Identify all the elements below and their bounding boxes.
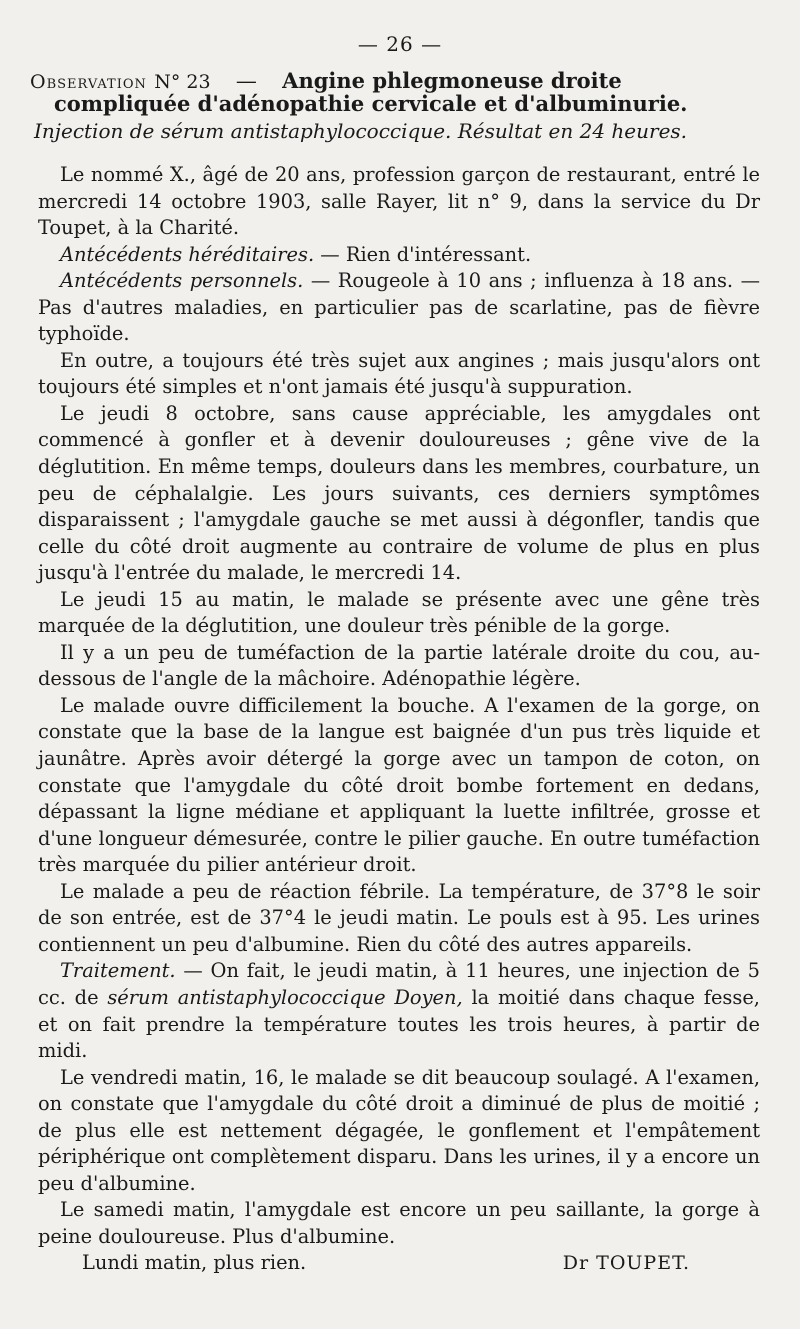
paragraph: En outre, a toujours été très sujet aux angines ; mais jusqu'alors ont toujours été simples et n'ont jamais été jusqu'à suppuration. [38,348,760,399]
page-number: — 26 — [357,32,443,56]
section-label: Traitement. [60,959,176,983]
paragraph: Le jeudi 8 octobre, sans cause appréciable, les amygdales ont commencé à gonfler et à devenir douloureuses ; gêne vive de la déglutition. En même temps, douleurs dans les membres, courbature, un peu de céphalalgie. Les jours suivants, ces derniers symptômes disparaissent ; l'amygdale gauche se met aussi à dégonfler, tandis que celle du côté droit augmente au contraire de volume de plus en plus jusqu'à l'entrée du malade, le mercredi 14. [38,401,760,585]
observation-number: N° 23 [154,71,211,93]
observation-heading [30,70,760,115]
paragraph: Le malade ouvre difficilement la bouche. A l'examen de la gorge, on constate que la base de la langue est baignée d'un pus très liquide et jaunâtre. Après avoir détergé la gorge avec un tampon de coton, on constate que l'amygdale du côté droit bombe fortement en dedans, dépassant la ligne médiane et appliquant la luette infiltrée, grosse et d'une longueur démesurée, contre le pilier gauche. En outre tuméfaction très marquée du pilier antérieur droit. [38,693,760,877]
section-label: Antécédents personnels. [60,269,304,293]
heading-title-line1: Angine phlegmoneuse droite [282,68,622,93]
paragraph: Il y a un peu de tuméfaction de la partie latérale droite du cou, au-dessous de l'angle de la mâchoire. Adénopathie légère. [38,640,760,691]
paragraph: Antécédents héréditaires. — Rien d'intéressant. [60,242,532,266]
observation-subtitle: Injection de sérum antistaphylococcique. Résultat en 24 heures. [34,119,688,143]
heading-title-line2: compliquée d'adénopathie cervicale et d'albuminurie. [54,91,688,116]
signature: Dr TOUPET. [562,1252,690,1275]
paragraph: Le vendredi matin, 16, le malade se dit beaucoup soulagé. A l'examen, on constate que l'amygdale du côté droit a diminué de plus de moitié ; de plus elle est nettement dégagée, le gonflement et l'empâtement périphérique ont complètement disparu. Dans les urines, il y a encore un peu d'albumine. [38,1065,760,1195]
heading-dash: — [235,69,257,93]
closing-row [38,1250,760,1277]
observation-label: Observation [30,71,147,93]
paragraph: Le nommé X., âgé de 20 ans, profession garçon de restaurant, entré le mercredi 14 octobre 1903, salle Rayer, lit n° 9, dans la service du Dr Toupet, à la Charité. [38,163,760,240]
paragraph: Le samedi matin, l'amygdale est encore un peu saillante, la gorge à peine douloureuse. Plus d'albumine. [38,1198,760,1248]
serum-name: sérum antistaphylococcique Doyen, [107,985,463,1009]
section-label: Antécédents héréditaires. [60,242,315,266]
paragraph: Le malade a peu de réaction fébrile. La température, de 37°8 le soir de son entrée, est de 37°4 le jeudi matin. Le pouls est à 95. Les urines contiennent un peu d'albumine. Rien du côté des autres appareils. [38,879,760,956]
paragraph: Le jeudi 15 au matin, le malade se présente avec une gêne très marquée de la déglutition, une douleur très pénible de la gorge. [38,587,760,638]
closing-line: Lundi matin, plus rien. [82,1251,307,1275]
observation-body [38,162,760,1277]
paragraph: Antécédents personnels. — Rougeole à 10 ans ; influenza à 18 ans. — Pas d'autres maladies, en particulier pas de scarlatine, pas de fièvre typhoïde. [38,269,760,346]
paragraph: Traitement. — On fait, le jeudi matin, à 11 heures, une injection de 5 cc. de sérum antistaphylococcique Doyen, la moitié dans chaque fesse, et on fait prendre la température toutes les trois heures, à partir de midi. [38,959,760,1063]
